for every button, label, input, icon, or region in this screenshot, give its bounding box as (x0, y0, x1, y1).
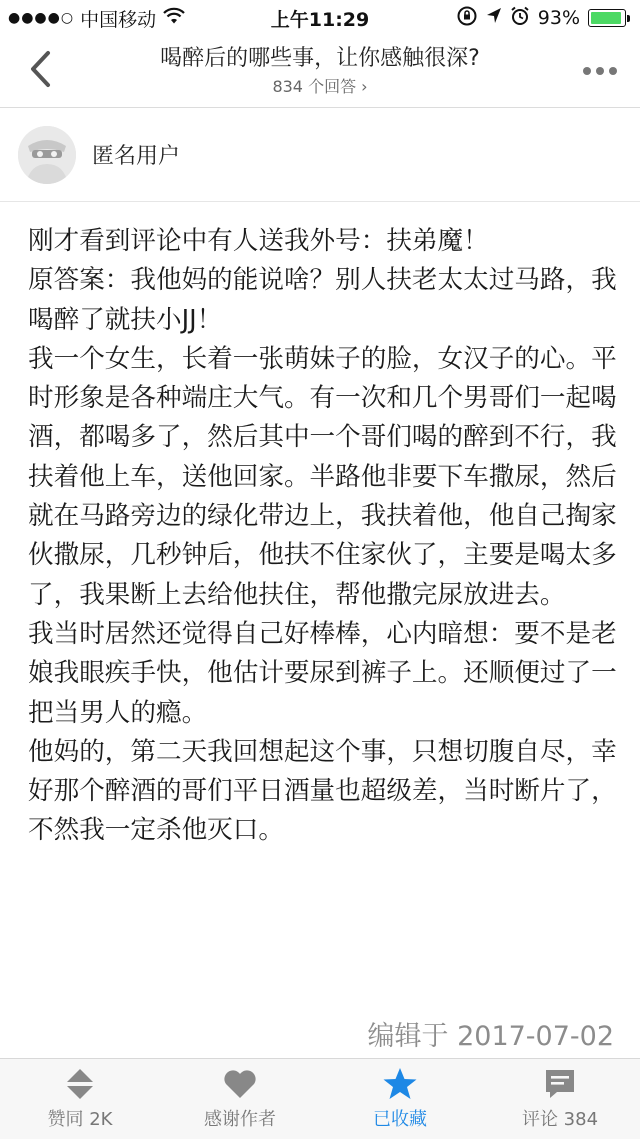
collect-button[interactable] (320, 1059, 480, 1139)
upvote-button[interactable] (0, 1059, 160, 1139)
signal-strength: ●●●●○ (8, 10, 75, 26)
avatar[interactable] (18, 126, 76, 184)
battery-tip (627, 15, 630, 22)
answer-paragraph: 原答案：我他妈的能说啥？别人扶老太太过马路，我喝醉了就扶小JJ！ (28, 265, 617, 335)
comments-button[interactable] (480, 1059, 640, 1139)
status-left (0, 5, 186, 32)
comment-icon (543, 1067, 577, 1101)
answer-content (28, 222, 618, 851)
battery-icon (588, 9, 630, 27)
more-dot (583, 67, 591, 75)
battery-percent: 93% (537, 7, 580, 29)
more-dot (596, 67, 604, 75)
vote-arrows-icon (65, 1067, 95, 1101)
answer-paragraph: 刚才看到评论中有人送我外号：扶弟魔！ (28, 226, 489, 256)
carrier-name: 中国移动 (80, 8, 157, 31)
thank-label: 感谢作者 (204, 1109, 276, 1130)
upvote-label: 赞同 2K (47, 1109, 113, 1130)
nav-center (80, 44, 560, 98)
heart-icon (223, 1067, 257, 1101)
battery-fill (591, 12, 621, 24)
more-dot (609, 67, 617, 75)
author-row (0, 108, 640, 202)
location-icon (486, 7, 502, 30)
answer-paragraph: 他妈的，第二天我回想起这个事，只想切腹自尽，幸好那个醉酒的哥们平日酒量也超级差，当时断片了，不然我一定杀他灭口。 (28, 736, 617, 846)
answer-paragraph: 我当时居然还觉得自己好棒棒，心内暗想：要不是老娘我眼疾手快，他估计要尿到裤子上。还顺便过了一把当男人的瘾。 (28, 618, 617, 728)
lock-rotation-icon (456, 5, 478, 32)
status-right (456, 0, 630, 36)
more-button[interactable] (578, 58, 622, 84)
question-title[interactable]: 喝醉后的哪些事，让你感触很深? (160, 46, 480, 71)
edited-date: 编辑于 2017-07-02 (367, 1021, 614, 1052)
thank-author-button[interactable] (160, 1059, 320, 1139)
author-name[interactable]: 匿名用户 (92, 144, 181, 169)
status-bar (0, 0, 640, 36)
back-button[interactable] (22, 48, 58, 94)
nav-bar (0, 36, 640, 108)
comments-label: 评论 384 (521, 1109, 599, 1130)
anonymous-avatar-icon (18, 126, 76, 184)
wifi-icon (162, 7, 186, 30)
collect-label: 已收藏 (373, 1109, 427, 1130)
alarm-icon (510, 6, 530, 31)
status-time: 上午11:29 (270, 8, 370, 31)
battery-body (588, 9, 626, 27)
chevron-left-icon (28, 50, 52, 92)
bottom-action-bar (0, 1058, 640, 1139)
star-icon (382, 1067, 418, 1101)
answers-count-link[interactable]: 834 个回答 › (272, 77, 368, 96)
answer-paragraph: 我一个女生，长着一张萌妹子的脸，女汉子的心。平时形象是各种端庄大气。有一次和几个男哥们一起喝酒，都喝多了，然后其中一个哥们喝的醉到不行，我扶着他上车，送他回家。半路他非要下车撒尿，然后就在马路旁边的绿化带边上，我扶着他，他自己掏家伙撒尿，几秒钟后，他扶不住家伙了，主要是喝太多了，我果断上去给他扶住，帮他撒完尿放进去。 (28, 343, 617, 610)
